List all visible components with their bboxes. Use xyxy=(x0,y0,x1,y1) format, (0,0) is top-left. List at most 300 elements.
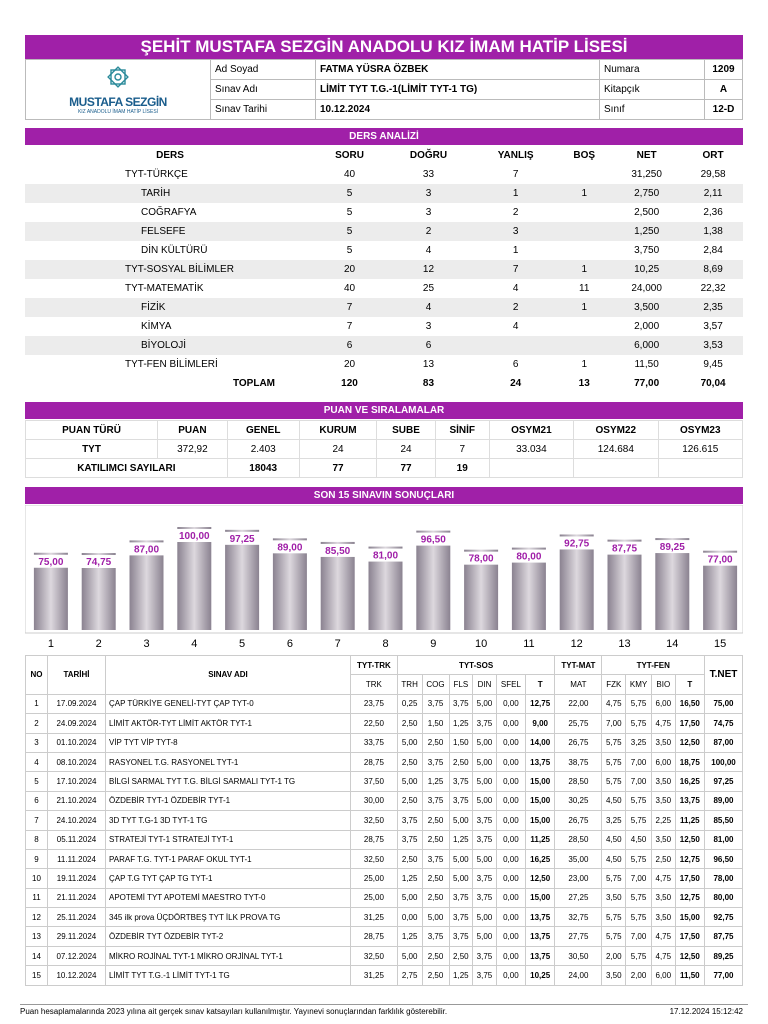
results-subheader-1: TRH xyxy=(397,675,422,694)
results-cell: 32,50 xyxy=(351,849,398,868)
ders-cell: 40 xyxy=(343,283,356,294)
results-cell: 3,50 xyxy=(651,888,675,907)
results-cell: 10,25 xyxy=(526,966,555,985)
ders-name: TYT-TÜRKÇE xyxy=(125,169,188,180)
results-cell: 11,50 xyxy=(675,966,704,985)
ders-header-0: DERS xyxy=(156,150,184,161)
results-subheader-8: FZK xyxy=(602,675,626,694)
chart-value-label: 89,00 xyxy=(277,542,303,554)
col-no: NO xyxy=(26,656,48,695)
results-cell: 28,75 xyxy=(351,927,398,946)
results-cell: 31,25 xyxy=(351,908,398,927)
results-cell: 2,50 xyxy=(651,849,675,868)
ders-cell: 5 xyxy=(346,245,353,256)
group-mat: TYT-MAT xyxy=(555,656,602,675)
ders-row xyxy=(25,222,743,241)
results-cell: 2,75 xyxy=(397,966,422,985)
results-cell: 1,25 xyxy=(422,772,449,791)
katilimci-cell: 18043 xyxy=(227,459,299,478)
chart-category-label: 9 xyxy=(430,638,437,650)
results-cell: ÇAP TÜRKİYE GENELİ-TYT ÇAP TYT-0 xyxy=(106,694,351,713)
results-cell: 5,00 xyxy=(473,772,497,791)
results-cell: 12,50 xyxy=(675,946,704,965)
results-cell: 01.10.2024 xyxy=(48,733,106,752)
ders-cell: 6 xyxy=(315,336,384,355)
results-cell: 0,00 xyxy=(496,733,525,752)
results-cell: 5,00 xyxy=(473,694,497,713)
name-value: FATMA YÜSRA ÖZBEK xyxy=(316,60,600,80)
results-cell: 2,00 xyxy=(626,966,652,985)
results-row xyxy=(26,908,743,927)
results-cell: 22,50 xyxy=(351,714,398,733)
results-row xyxy=(26,772,743,791)
results-cell: 13,75 xyxy=(675,791,704,810)
results-cell: 3D TYT T.G-1 3D TYT-1 TG xyxy=(106,811,351,830)
results-cell: 1,50 xyxy=(449,733,473,752)
results-cell: 6,00 xyxy=(651,966,675,985)
results-subheader-2: COG xyxy=(422,675,449,694)
puan-cell: 24 xyxy=(299,440,377,459)
results-cell: 5,00 xyxy=(397,888,422,907)
results-row xyxy=(26,830,743,849)
ders-row xyxy=(25,184,743,203)
results-cell: MİKRO ROJİNAL TYT-1 MİKRO ORJİNAL TYT-1 xyxy=(106,946,351,965)
results-cell: 4,75 xyxy=(651,927,675,946)
chart-value-label: 85,50 xyxy=(325,545,351,557)
results-cell: 11 xyxy=(26,888,48,907)
ders-name: FİZİK xyxy=(25,298,315,317)
results-cell: 0,00 xyxy=(496,752,525,771)
puan-cell: 33.034 xyxy=(489,440,573,459)
results-cell: 5,75 xyxy=(626,714,652,733)
chart-bar xyxy=(177,527,211,630)
ders-cell xyxy=(558,317,610,336)
results-row xyxy=(26,791,743,810)
ders-name: DİN KÜLTÜRÜ xyxy=(141,245,208,256)
katilimci-cell: 19 xyxy=(435,459,489,478)
col-exam: SINAV ADI xyxy=(106,656,351,695)
results-cell: 17,50 xyxy=(675,927,704,946)
results-cell: 6,00 xyxy=(651,694,675,713)
results-cell: 4,50 xyxy=(626,830,652,849)
results-cell: 3,50 xyxy=(651,791,675,810)
results-subheader-11: T xyxy=(675,675,704,694)
results-cell: ÖZDEBİR TYT ÖZDEBİR TYT-2 xyxy=(106,927,351,946)
ders-cell: 3 xyxy=(425,321,432,332)
results-cell: 25.11.2024 xyxy=(48,908,106,927)
chart-category-label: 4 xyxy=(191,638,198,650)
results-cell: 26,75 xyxy=(555,733,602,752)
results-cell: 3,75 xyxy=(397,811,422,830)
col-tnet: T.NET xyxy=(705,656,743,695)
ders-cell: 6,000 xyxy=(610,336,683,355)
ders-cell: 3 xyxy=(473,222,558,241)
results-cell: 27,75 xyxy=(555,927,602,946)
results-cell: 3,75 xyxy=(473,966,497,985)
chart-value-label: 81,00 xyxy=(372,550,399,562)
results-cell: 80,00 xyxy=(705,888,743,907)
ders-cell: 4 xyxy=(384,298,473,317)
son15-chart xyxy=(25,505,743,655)
results-cell: 28,75 xyxy=(351,830,398,849)
results-cell: 3,25 xyxy=(602,811,626,830)
puan-cell: 124.684 xyxy=(574,440,658,459)
student-info-table xyxy=(25,59,743,120)
results-cell: 3,75 xyxy=(422,694,449,713)
results-cell: 5,00 xyxy=(449,811,473,830)
ders-header-4: BOŞ xyxy=(573,150,596,161)
chart-value-label: 80,00 xyxy=(516,551,542,563)
results-cell: 5,75 xyxy=(626,811,652,830)
ders-name: KİMYA xyxy=(141,321,172,332)
results-cell: 5,75 xyxy=(626,946,652,965)
results-cell: 2,50 xyxy=(422,946,449,965)
ders-cell: 20 xyxy=(343,359,356,370)
chart-value-label: 96,50 xyxy=(420,534,446,546)
results-cell: 345 ilk prova ÜÇDÖRTBEŞ TYT İLK PROVA TG xyxy=(106,908,351,927)
chart-category-label: 12 xyxy=(570,638,583,650)
group-trk: TYT-TRK xyxy=(351,656,398,675)
results-cell: 77,00 xyxy=(705,966,743,985)
results-cell: 6,00 xyxy=(651,752,675,771)
results-cell: 5,75 xyxy=(626,908,652,927)
results-cell: 16,25 xyxy=(526,849,555,868)
ders-cell: 3 xyxy=(384,184,473,203)
ders-cell: 25 xyxy=(422,283,435,294)
katilimci-label: KATILIMCI SAYILARI xyxy=(26,459,228,478)
ders-cell: 2,36 xyxy=(703,207,723,218)
results-cell: 7,00 xyxy=(626,869,652,888)
number-value: 1209 xyxy=(705,60,743,80)
results-cell: ÇAP T.G TYT ÇAP TG TYT-1 xyxy=(106,869,351,888)
results-cell: 15,00 xyxy=(526,772,555,791)
results-cell: 3,50 xyxy=(651,830,675,849)
ders-name: BİYOLOJİ xyxy=(25,336,315,355)
puan-header-4: SUBE xyxy=(377,421,435,440)
results-cell: 74,75 xyxy=(705,714,743,733)
results-cell: 5,00 xyxy=(397,772,422,791)
results-cell: 18,75 xyxy=(675,752,704,771)
footer-divider xyxy=(20,1004,748,1005)
results-cell: LİMİT TYT T.G.-1 LİMİT TYT-1 TG xyxy=(106,966,351,985)
results-cell: 3 xyxy=(26,733,48,752)
results-cell: 16,25 xyxy=(675,772,704,791)
puan-header-1: PUAN xyxy=(158,421,228,440)
results-cell: 5,00 xyxy=(473,849,497,868)
ders-cell: 1 xyxy=(558,298,610,317)
results-cell: BİLGİ SARMAL TYT T.G. BİLGİ SARMALI TYT-1 TG xyxy=(106,772,351,791)
ders-cell: 33 xyxy=(422,169,435,180)
ders-cell: 6 xyxy=(512,359,519,370)
ders-cell: 7 xyxy=(473,260,558,279)
ders-cell: 5 xyxy=(315,222,384,241)
logo-subtitle: KIZ ANADOLU İMAM HATİP LİSESİ xyxy=(77,109,159,115)
ders-total-cell: 24 xyxy=(473,374,558,393)
results-cell: 15,00 xyxy=(526,811,555,830)
ders-analizi-heading: DERS ANALİZİ xyxy=(25,128,743,145)
results-cell: 33,75 xyxy=(351,733,398,752)
results-cell: 08.10.2024 xyxy=(48,752,106,771)
chart-category-label: 14 xyxy=(666,638,679,650)
results-cell: 2,50 xyxy=(422,830,449,849)
results-cell: 5,75 xyxy=(602,752,626,771)
results-cell: 5 xyxy=(26,772,48,791)
results-cell: 6 xyxy=(26,791,48,810)
results-cell: 12,75 xyxy=(675,888,704,907)
results-cell: 5,75 xyxy=(626,791,652,810)
results-cell: 1,25 xyxy=(449,830,473,849)
results-cell: 2,50 xyxy=(422,733,449,752)
ders-cell: 4 xyxy=(512,321,519,332)
results-cell: 15 xyxy=(26,966,48,985)
son15-heading: SON 15 SINAVIN SONUÇLARI xyxy=(25,487,743,504)
results-cell: 5,00 xyxy=(449,849,473,868)
puan-header-7: OSYM22 xyxy=(574,421,658,440)
col-date: TARİHİ xyxy=(48,656,106,695)
results-cell: 32,75 xyxy=(555,908,602,927)
ders-cell xyxy=(473,336,558,355)
chart-category-label: 8 xyxy=(382,638,389,650)
results-cell: 0,00 xyxy=(496,694,525,713)
ders-cell: 3,750 xyxy=(634,245,660,256)
ders-cell: 3,53 xyxy=(683,336,743,355)
results-cell: 3,50 xyxy=(651,733,675,752)
results-cell: 19.11.2024 xyxy=(48,869,106,888)
class-label: Sınıf xyxy=(600,100,705,120)
results-cell: ÖZDEBİR TYT-1 ÖZDEBİR TYT-1 xyxy=(106,791,351,810)
chart-bar xyxy=(225,530,259,630)
chart-category-label: 10 xyxy=(474,638,488,650)
results-cell: 12,50 xyxy=(526,869,555,888)
ders-header-2: DOĞRU xyxy=(409,150,448,161)
results-cell: 25,00 xyxy=(351,888,398,907)
results-cell: 30,25 xyxy=(555,791,602,810)
results-cell: 3,75 xyxy=(449,791,473,810)
chart-value-label: 100,00 xyxy=(179,531,210,542)
ders-row xyxy=(25,260,743,279)
results-cell: 2,50 xyxy=(422,966,449,985)
name-label: Ad Soyad xyxy=(211,60,316,80)
puan-cell: 372,92 xyxy=(158,440,228,459)
group-fen: TYT-FEN xyxy=(602,656,705,675)
booklet-value: A xyxy=(705,80,743,100)
puan-cell: TYT xyxy=(26,440,158,459)
footer-date: 17.12.2024 15:12:42 xyxy=(669,1007,743,1016)
results-row xyxy=(26,869,743,888)
ders-row xyxy=(25,203,743,222)
chart-value-label: 78,00 xyxy=(468,553,494,565)
chart-category-label: 6 xyxy=(286,638,293,650)
ders-cell: 31,250 xyxy=(631,169,662,180)
results-cell: 30,50 xyxy=(555,946,602,965)
results-cell: 3,75 xyxy=(473,830,497,849)
empty-cell xyxy=(489,459,573,478)
results-cell: 15,00 xyxy=(526,791,555,810)
ders-analizi-table xyxy=(25,146,743,393)
chart-category-label: 2 xyxy=(95,638,102,650)
chart-category-label: 3 xyxy=(143,638,150,650)
results-cell: 3,75 xyxy=(473,869,497,888)
ders-cell: 2,750 xyxy=(610,184,683,203)
ders-cell: 11 xyxy=(579,283,590,294)
results-cell: 5,75 xyxy=(602,927,626,946)
results-cell: 14 xyxy=(26,946,48,965)
results-cell: 24.09.2024 xyxy=(48,714,106,733)
results-cell: 12 xyxy=(26,908,48,927)
group-sos: TYT-SOS xyxy=(397,656,555,675)
ders-cell: 3,57 xyxy=(703,321,723,332)
results-cell: 13,75 xyxy=(526,946,555,965)
results-cell: 5,00 xyxy=(473,733,497,752)
ders-total-row xyxy=(25,374,743,393)
results-cell: 0,00 xyxy=(496,849,525,868)
results-cell: 89,25 xyxy=(705,946,743,965)
results-cell: 22,00 xyxy=(555,694,602,713)
results-cell: 2,50 xyxy=(397,791,422,810)
results-cell: 2,25 xyxy=(651,811,675,830)
results-cell: 17,50 xyxy=(675,869,704,888)
results-cell: 3,75 xyxy=(473,888,497,907)
school-logo xyxy=(26,60,211,120)
results-row xyxy=(26,694,743,713)
puan-header-2: GENEL xyxy=(227,421,299,440)
results-cell: 13 xyxy=(26,927,48,946)
results-cell: 3,25 xyxy=(626,733,652,752)
puan-header-5: SİNİF xyxy=(435,421,489,440)
results-cell: 87,00 xyxy=(705,733,743,752)
chart-value-label: 75,00 xyxy=(38,556,64,568)
chart-value-label: 87,75 xyxy=(611,543,638,555)
results-subheader-3: FLS xyxy=(449,675,473,694)
empty-cell xyxy=(658,459,742,478)
results-cell: 3,50 xyxy=(602,966,626,985)
results-cell: 17.10.2024 xyxy=(48,772,106,791)
ders-cell: 11,50 xyxy=(634,359,659,370)
results-cell: 3,75 xyxy=(449,694,473,713)
results-cell: 5,00 xyxy=(473,791,497,810)
results-cell: 28,50 xyxy=(555,772,602,791)
results-cell: 13,75 xyxy=(526,752,555,771)
ders-cell: 24,000 xyxy=(631,283,662,294)
results-cell: 9 xyxy=(26,849,48,868)
results-cell: 0,00 xyxy=(496,811,525,830)
chart-category-label: 1 xyxy=(47,638,54,650)
ders-cell: 12 xyxy=(384,260,473,279)
results-cell: 4,75 xyxy=(651,946,675,965)
ders-cell: 2 xyxy=(384,222,473,241)
results-cell: 1 xyxy=(26,694,48,713)
results-cell: 3,75 xyxy=(473,946,497,965)
results-cell: 4,75 xyxy=(651,714,675,733)
results-cell: 3,75 xyxy=(422,849,449,868)
results-cell: 5,00 xyxy=(397,946,422,965)
ders-cell xyxy=(558,336,610,355)
ders-row xyxy=(25,241,743,260)
puan-header-6: OSYM21 xyxy=(489,421,573,440)
ders-total-cell: 77,00 xyxy=(610,374,683,393)
results-cell: 5,75 xyxy=(626,694,652,713)
results-cell: 07.12.2024 xyxy=(48,946,106,965)
results-cell: 2,50 xyxy=(422,869,449,888)
results-cell: 4,50 xyxy=(602,849,626,868)
ders-cell: 2,000 xyxy=(634,321,660,332)
chart-value-label: 89,25 xyxy=(659,542,685,554)
ders-header-5: NET xyxy=(636,150,657,161)
chart-category-label: 15 xyxy=(713,638,727,650)
puan-cell: 7 xyxy=(435,440,489,459)
results-cell: 17,50 xyxy=(675,714,704,733)
results-cell: 24.10.2024 xyxy=(48,811,106,830)
puan-cell: 2.403 xyxy=(227,440,299,459)
ders-cell: 7 xyxy=(512,169,519,180)
results-table xyxy=(25,655,743,986)
results-cell: 4,75 xyxy=(651,869,675,888)
ders-row xyxy=(25,355,743,374)
katilimci-cell: 77 xyxy=(299,459,377,478)
class-value: 12-D xyxy=(705,100,743,120)
results-cell: 16,50 xyxy=(675,694,704,713)
results-cell: 2,50 xyxy=(397,714,422,733)
results-cell: 26,75 xyxy=(555,811,602,830)
results-cell: 5,00 xyxy=(449,869,473,888)
chart-category-label: 11 xyxy=(523,638,535,650)
puan-header-8: OSYM23 xyxy=(658,421,742,440)
results-row xyxy=(26,888,743,907)
results-cell: APOTEMİ TYT APOTEMİ MAESTRO TYT-0 xyxy=(106,888,351,907)
results-cell: 3,75 xyxy=(449,888,473,907)
results-subheader-6: T xyxy=(526,675,555,694)
results-cell: 87,75 xyxy=(705,927,743,946)
results-row xyxy=(26,946,743,965)
results-cell: 5,00 xyxy=(473,927,497,946)
logo-emblem-icon xyxy=(103,64,133,92)
ders-cell: 1 xyxy=(512,245,519,256)
results-cell: 10 xyxy=(26,869,48,888)
results-cell: 23,75 xyxy=(351,694,398,713)
ders-row xyxy=(25,298,743,317)
ders-cell: 1 xyxy=(473,184,558,203)
results-cell: 1,25 xyxy=(449,966,473,985)
results-cell: 27,25 xyxy=(555,888,602,907)
chart-value-label: 92,75 xyxy=(564,538,590,550)
ders-cell: 1,250 xyxy=(610,222,683,241)
results-cell: 12,50 xyxy=(675,830,704,849)
results-cell: 2,50 xyxy=(449,946,473,965)
ders-cell: 2 xyxy=(473,298,558,317)
results-row xyxy=(26,966,743,985)
results-cell: 12,75 xyxy=(526,694,555,713)
ders-cell: 2,500 xyxy=(634,207,660,218)
ders-cell: 3,500 xyxy=(610,298,683,317)
ders-header-1: SORU xyxy=(335,150,364,161)
results-cell: 1,50 xyxy=(422,714,449,733)
ders-cell: 22,32 xyxy=(700,283,726,294)
results-cell: 0,00 xyxy=(496,888,525,907)
results-cell: 2 xyxy=(26,714,48,733)
chart-value-label: 97,25 xyxy=(229,533,255,545)
ders-cell: 1 xyxy=(558,260,610,279)
results-subheader-5: SFEL xyxy=(496,675,525,694)
ders-total-cell: 120 xyxy=(315,374,384,393)
results-cell: 2,00 xyxy=(602,946,626,965)
puan-cell: 24 xyxy=(377,440,435,459)
results-cell: 21.10.2024 xyxy=(48,791,106,810)
booklet-label: Kitapçık xyxy=(600,80,705,100)
results-cell: 0,00 xyxy=(496,869,525,888)
school-title: ŞEHİT MUSTAFA SEZGİN ANADOLU KIZ İMAM HATİP LİSESİ xyxy=(25,35,743,59)
results-cell: 0,00 xyxy=(496,908,525,927)
results-cell: 2,50 xyxy=(449,752,473,771)
